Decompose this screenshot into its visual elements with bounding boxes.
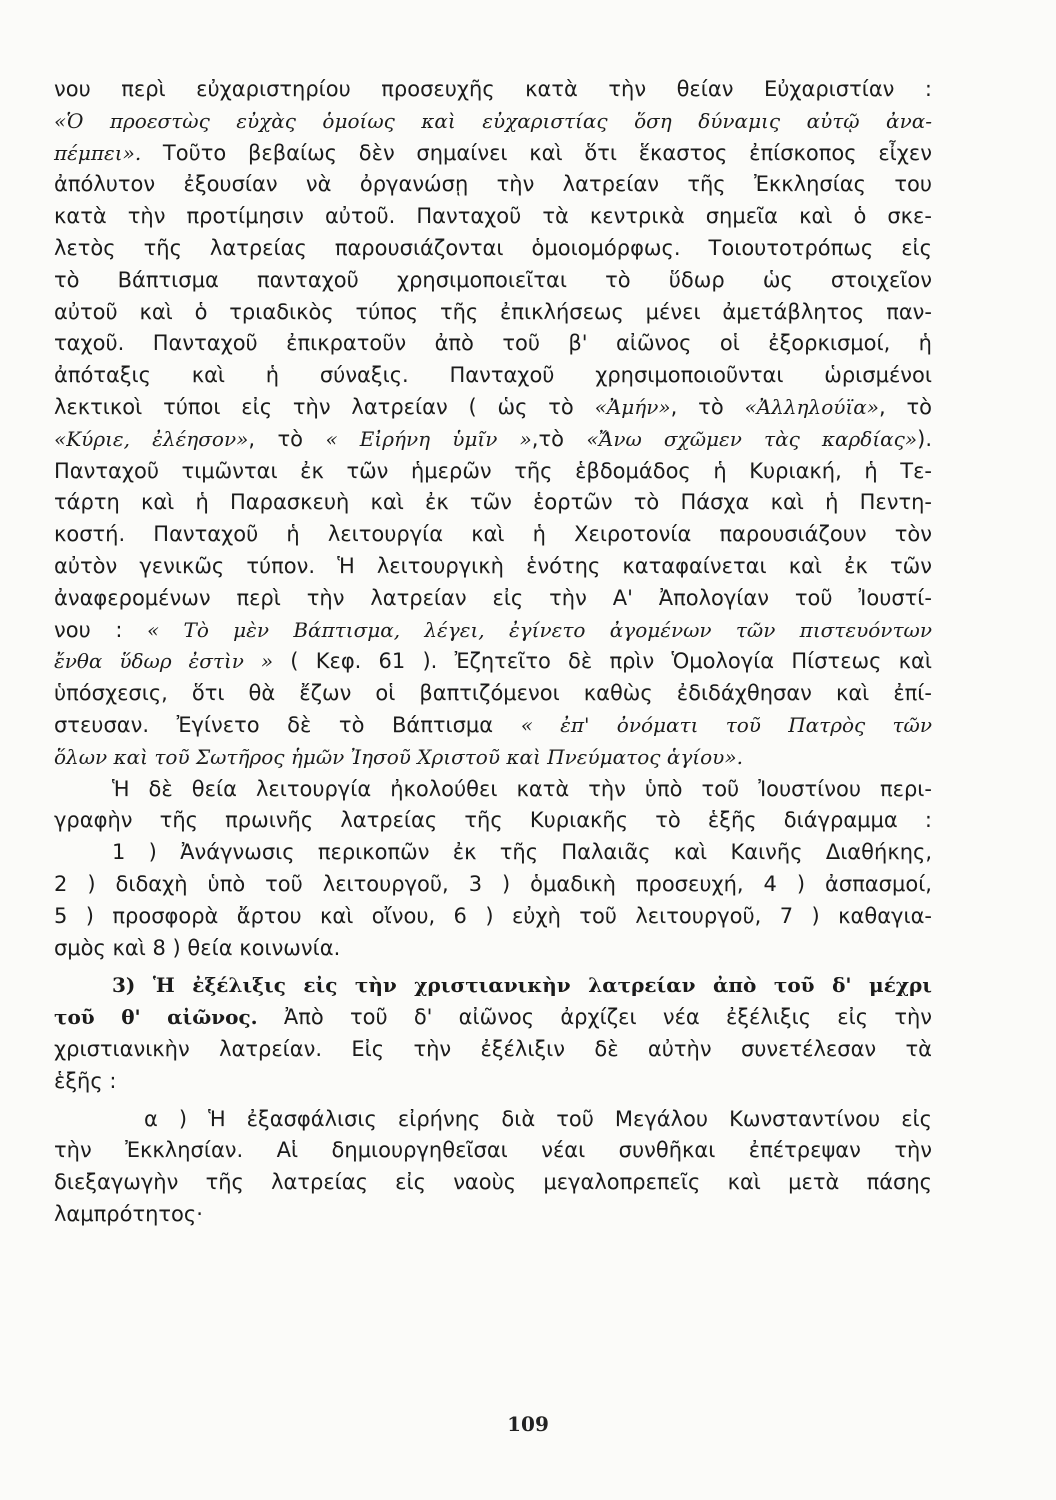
- section-heading-end: τοῦ θ' αἰῶνος.: [54, 1005, 258, 1030]
- text-line: Ἡ δὲ θεία λειτουργία ἠκολούθει κατὰ τὴν ὑπὸ τοῦ Ἰουστίνου περι-: [112, 776, 932, 801]
- quotation: πέμπει».: [54, 140, 142, 165]
- text-line: κοστή. Πανταχοῦ ἡ λειτουργία καὶ ἡ Χειροτονία παρουσιάζουν τὸν: [54, 522, 932, 547]
- quotation: «Κύριε, ἐλέησον»: [54, 426, 249, 451]
- text-line: τὸ Βάπτισμα πανταχοῦ χρησιμοποιεῖται τὸ ὕδωρ ὡς στοιχεῖον: [54, 267, 932, 292]
- text-line: στευσαν. Ἐγίνετο δὲ τὸ Βάπτισμα « ἐπ' ὀνόματι τοῦ Πατρὸς τῶν: [54, 712, 932, 737]
- text-line: [54, 742, 932, 774]
- list-item: σμὸς καὶ 8 ) θεία κοινωνία.: [54, 935, 341, 960]
- text-line: πέμπει». Τοῦτο βεβαίως δὲν σημαίνει καὶ ὅτι ἕκαστος ἐπίσκοπος εἶχεν: [54, 140, 932, 165]
- text-line: ἔνθα ὕδωρ ἐστὶν » ( Κεφ. 61 ). Ἐζητεῖτο δὲ πρὶν Ὁμολογία Πίστεως καὶ: [54, 649, 932, 674]
- list-item: 1 ) Ἀνάγνωσις περικοπῶν ἐκ τῆς Παλαιᾶς καὶ Καινῆς Διαθήκης,: [112, 840, 932, 865]
- text-line: νου περὶ εὐχαριστηρίου προσευχῆς κατὰ τὴν θείαν Εὐχαριστίαν :: [54, 77, 932, 101]
- text-line: ὑπόσχεσις, ὅτι θὰ ἔζων οἱ βαπτιζόμενοι καθὼς ἐδιδάχθησαν καὶ ἐπί-: [54, 681, 932, 706]
- list-item: α ) Ἡ ἐξασφάλισις εἰρήνης διὰ τοῦ Μεγάλου Κωνσταντίνου εἰς: [144, 1106, 932, 1131]
- text-line: τάρτη καὶ ἡ Παρασκευὴ καὶ ἐκ τῶν ἑορτῶν τὸ Πάσχα καὶ ἡ Πεντη-: [54, 490, 932, 515]
- text-line: κατὰ τὴν προτίμησιν αὐτοῦ. Πανταχοῦ τὰ κεντρικὰ σημεῖα καὶ ὁ σκε-: [54, 204, 932, 229]
- text-line: αὐτοῦ καὶ ὁ τριαδικὸς τύπος τῆς ἐπικλήσεως μένει ἀμετάβλητος παν-: [54, 299, 932, 324]
- text-line: χριστιανικὴν λατρείαν. Εἰς τὴν ἐξέλιξιν δὲ αὐτὴν συνετέλεσαν τὰ: [54, 1036, 932, 1061]
- quotation: « ἐπ' ὀνόματι τοῦ Πατρὸς τῶν: [520, 712, 932, 737]
- quotation: «Ἀλληλούϊα»: [744, 394, 879, 419]
- text-line: διεξαγωγὴν τῆς λατρείας εἰς ναοὺς μεγαλοπρεπεῖς καὶ μετὰ πάσης: [54, 1170, 932, 1195]
- text-line: τὴν Ἐκκλησίαν. Αἱ δημιουργηθεῖσαι νέαι συνθῆκαι ἐπέτρεψαν τὴν: [54, 1138, 932, 1163]
- quotation: ἔνθα ὕδωρ ἐστὶν »: [54, 649, 274, 674]
- text-line: ἀπόλυτον ἐξουσίαν νὰ ὀργανώσῃ τὴν λατρείαν τῆς Ἐκκλησίας του: [54, 172, 932, 197]
- text-line: ταχοῦ. Πανταχοῦ ἐπικρατοῦν ἀπὸ τοῦ β' αἰῶνος οἱ ἐξορκισμοί, ἡ: [54, 331, 932, 356]
- text-line: [54, 106, 932, 138]
- text-line: λετὸς τῆς λατρείας παρουσιάζονται ὁμοιομόρφως. Τοιουτοτρόπως εἰς: [54, 235, 932, 260]
- text-line: τοῦ θ' αἰῶνος. Ἀπὸ τοῦ δ' αἰῶνος ἀρχίζει νέα ἐξέλιξις εἰς τὴν: [54, 1005, 933, 1030]
- quotation: « Εἰρήνη ὑμῖν »: [325, 426, 532, 451]
- text-line: νου : « Τὸ μὲν Βάπτισμα, λέγει, ἐγίνετο ἀγομένων τῶν πιστευόντων: [54, 617, 932, 642]
- text-line: ἀναφερομένων περὶ τὴν λατρείαν εἰς τὴν Α' Ἀπολογίαν τοῦ Ἰουστί-: [54, 585, 932, 610]
- quotation: «Ὁ προεστὼς εὐχὰς ὁμοίως καὶ εὐχαριστίας ὅση δύναμις αὐτῷ ἀνα-: [54, 108, 932, 133]
- text-line: γραφὴν τῆς πρωινῆς λατρείας τῆς Κυριακῆς τὸ ἑξῆς διάγραμμα :: [54, 808, 932, 833]
- text-line: ἀπόταξις καὶ ἡ σύναξις. Πανταχοῦ χρησιμοποιοῦνται ὡρισμένοι: [54, 363, 932, 388]
- text-line: «Κύριε, ἐλέησον», τὸ « Εἰρήνη ὑμῖν »,τὸ «Ἄνω σχῶμεν τὰς καρδίας»).: [54, 426, 932, 451]
- body-text: [54, 74, 932, 1231]
- text-line: ἑξῆς :: [54, 1068, 117, 1093]
- list-item: 2 ) διδαχὴ ὑπὸ τοῦ λειτουργοῦ, 3 ) ὁμαδικὴ προσευχή, 4 ) ἀσπασμοί,: [54, 871, 932, 896]
- section-heading: 3) Ἡ ἐξέλιξις εἰς τὴν χριστιανικὴν λατρείαν ἀπὸ τοῦ δ' μέχρι: [112, 973, 932, 998]
- page-number: 109: [507, 1412, 549, 1436]
- text-line: Πανταχοῦ τιμῶνται ἐκ τῶν ἡμερῶν τῆς ἑβδομάδος ἡ Κυριακή, ἡ Τε-: [54, 458, 932, 483]
- text-line: λεκτικοὶ τύποι εἰς τὴν λατρείαν ( ὡς τὸ «Ἀμήν», τὸ «Ἀλληλούϊα», τὸ: [54, 394, 932, 419]
- quotation: «Ἀμήν»: [594, 394, 671, 419]
- list-item: 5 ) προσφορὰ ἄρτου καὶ οἴνου, 6 ) εὐχὴ τοῦ λειτουργοῦ, 7 ) καθαγια-: [54, 903, 932, 928]
- text-line: λαμπρότητος·: [54, 1201, 203, 1226]
- quotation: « Τὸ μὲν Βάπτισμα, λέγει, ἐγίνετο ἀγομένων τῶν πιστευόντων: [147, 617, 932, 642]
- quotation: «Ἄνω σχῶμεν τὰς καρδίας»: [586, 426, 918, 451]
- quotation: ὅλων καὶ τοῦ Σωτῆρος ἡμῶν Ἰησοῦ Χριστοῦ καὶ Πνεύματος ἁγίου».: [54, 744, 743, 769]
- text-line: αὐτὸν γενικῶς τύπον. Ἡ λειτουργικὴ ἑνότης καταφαίνεται καὶ ἐκ τῶν: [54, 553, 932, 578]
